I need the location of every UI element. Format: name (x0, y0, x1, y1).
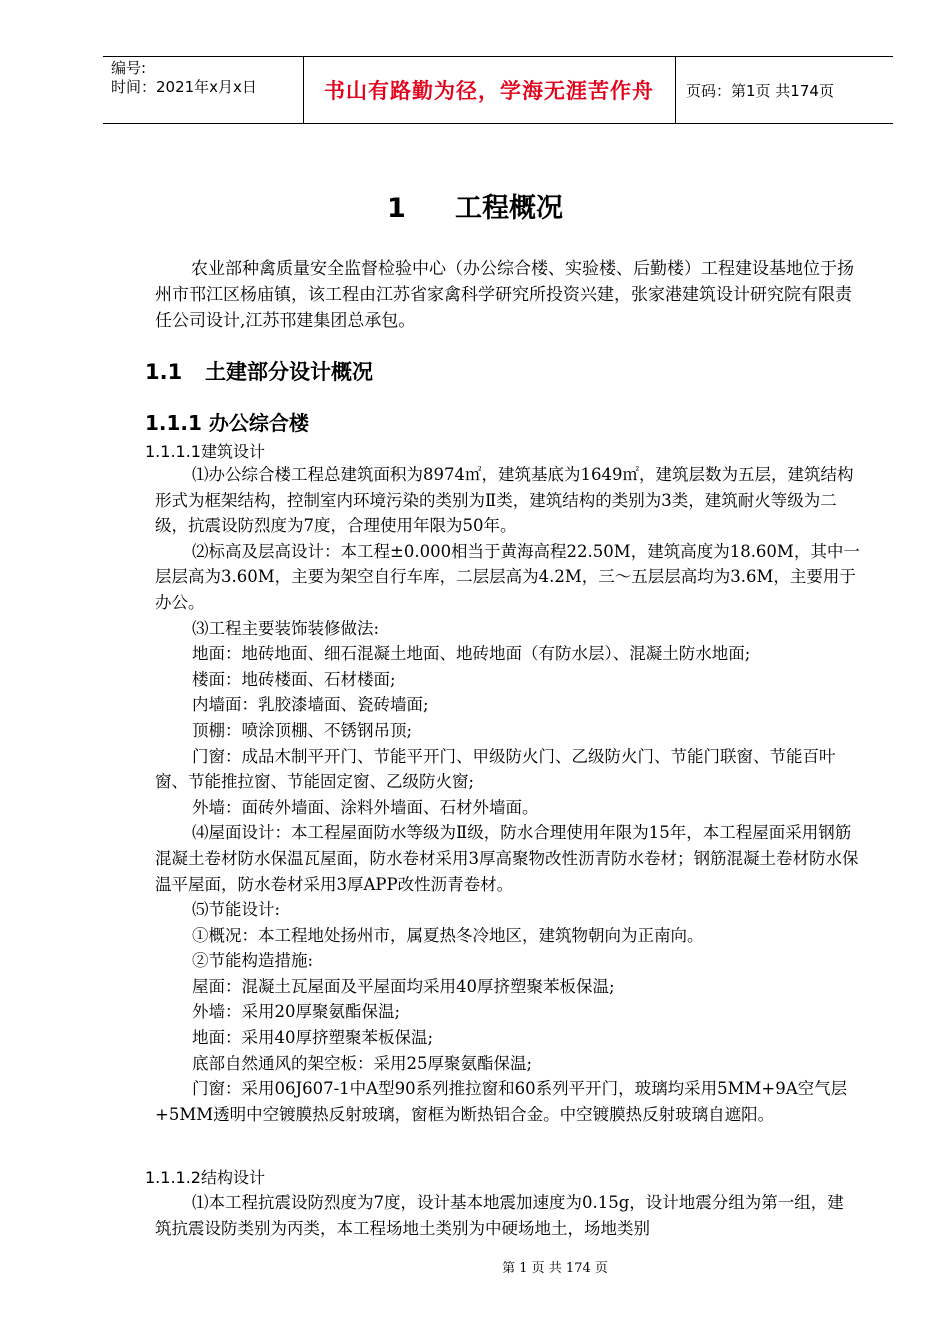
structure-design-body (155, 1190, 860, 1241)
paragraph: 外墙：面砖外墙面、涂料外墙面、石材外墙面。 (192, 797, 539, 817)
paragraph: 顶棚：喷涂顶棚、不锈钢吊顶; (192, 720, 413, 740)
paragraph: 地面：采用40厚挤塑聚苯板保温; (192, 1028, 434, 1048)
header-page-cell (676, 57, 893, 123)
paragraph: 内墙面：乳胶漆墙面、瓷砖墙面; (192, 695, 429, 715)
paragraph: ②节能构造措施: (192, 951, 314, 971)
subsubsection-heading: 1.1.1.1建筑设计 (145, 442, 265, 461)
paragraph: ⑴本工程抗震设防烈度为7度，设计基本地震加速度为0.15g，设计地震分组为第一组，建筑抗震设防类别为丙类，本工程场地土类别为中硬场地土，场地类别 (155, 1193, 844, 1238)
intro-paragraph (155, 256, 860, 334)
page-header (103, 56, 893, 124)
header-motto-cell (303, 57, 676, 123)
paragraph: ①概况：本工程地处扬州市，属夏热冬冷地区，建筑物朝向为正南向。 (192, 925, 704, 945)
architecture-design-body (155, 462, 860, 1127)
paragraph: 门窗：成品木制平开门、节能平开门、甲级防火门、乙级防火门、节能门联窗、节能百叶窗、节能推拉窗、节能固定窗、乙级防火窗; (155, 746, 836, 792)
paragraph: ⑴办公综合楼工程总建筑面积为8974㎡，建筑基底为1649㎡，建筑层数为五层，建筑结构形式为框架结构，控制室内环境污染的类别为Ⅱ类，建筑结构的类别为3类，建筑耐火等级为二级，抗震设防烈度为7度，合理使用年限为50年。 (155, 465, 854, 536)
paragraph: 外墙：采用20厚聚氨酯保温; (192, 1002, 401, 1022)
subsubsection-heading: 1.1.1.2结构设计 (145, 1168, 265, 1187)
motto: 书山有路勤为径，学海无涯苦作舟 (324, 79, 654, 103)
paragraph: ⑸节能设计: (192, 900, 281, 920)
section-heading (145, 356, 373, 386)
chapter-title (0, 186, 950, 225)
paragraph: 地面：地砖地面、细石混凝土地面、地砖地面（有防水层）、混凝土防水地面; (192, 644, 751, 664)
page-footer: 第 1 页 共 174 页 (502, 1261, 608, 1276)
paragraph: 屋面：混凝土瓦屋面及平屋面均采用40厚挤塑聚苯板保温; (192, 976, 615, 996)
paragraph: ⑶工程主要装饰装修做法: (192, 618, 380, 638)
time-label: 时间：2021年x月x日 (111, 78, 257, 96)
paragraph: 楼面：地砖楼面、石材楼面; (192, 669, 396, 689)
paragraph: ⑷屋面设计：本工程屋面防水等级为Ⅱ级，防水合理使用年限为15年，本工程屋面采用钢筋混凝土卷材防水保温瓦屋面，防水卷材采用3厚高聚物改性沥青防水卷材；钢筋混凝土卷材防水保温平屋面，防水卷材采用3厚APP改性沥青卷材。 (155, 823, 859, 894)
section-number: 1.1 (145, 360, 183, 384)
page-label: 页码：第1页 共174页 (686, 81, 834, 100)
subsection-heading: 1.1.1 办公综合楼 (145, 411, 309, 435)
intro-text: 农业部种禽质量安全监督检验中心（办公综合楼、实验楼、后勤楼）工程建设基地位于扬州市邗江区杨庙镇，该工程由江苏省家禽科学研究所投资兴建，张家港建筑设计研究院有限责任公司设计,江苏邗建集团总承包。 (155, 259, 854, 331)
header-meta (103, 57, 304, 123)
chapter-text: 工程概况 (455, 193, 563, 224)
paragraph: ⑵标高及层高设计：本工程±0.000相当于黄海高程22.50M，建筑高度为18.60M，其中一层层高为3.60M，主要为架空自行车库，二层层高为4.2M，三～五层层高均为3.6M，主要用于办公。 (155, 541, 860, 612)
number-label: 编号: (111, 59, 147, 77)
paragraph: 底部自然通风的架空板：采用25厚聚氨酯保温; (192, 1053, 533, 1073)
section-text: 土建部分设计概况 (205, 360, 373, 384)
paragraph: 门窗：采用06J607-1中A型90系列推拉窗和60系列平开门，玻璃均采用5MM+9A空气层+5MM透明中空镀膜热反射玻璃，窗框为断热铝合金。中空镀膜热反射玻璃自遮阳。 (155, 1079, 848, 1124)
chapter-number: 1 (387, 193, 406, 224)
